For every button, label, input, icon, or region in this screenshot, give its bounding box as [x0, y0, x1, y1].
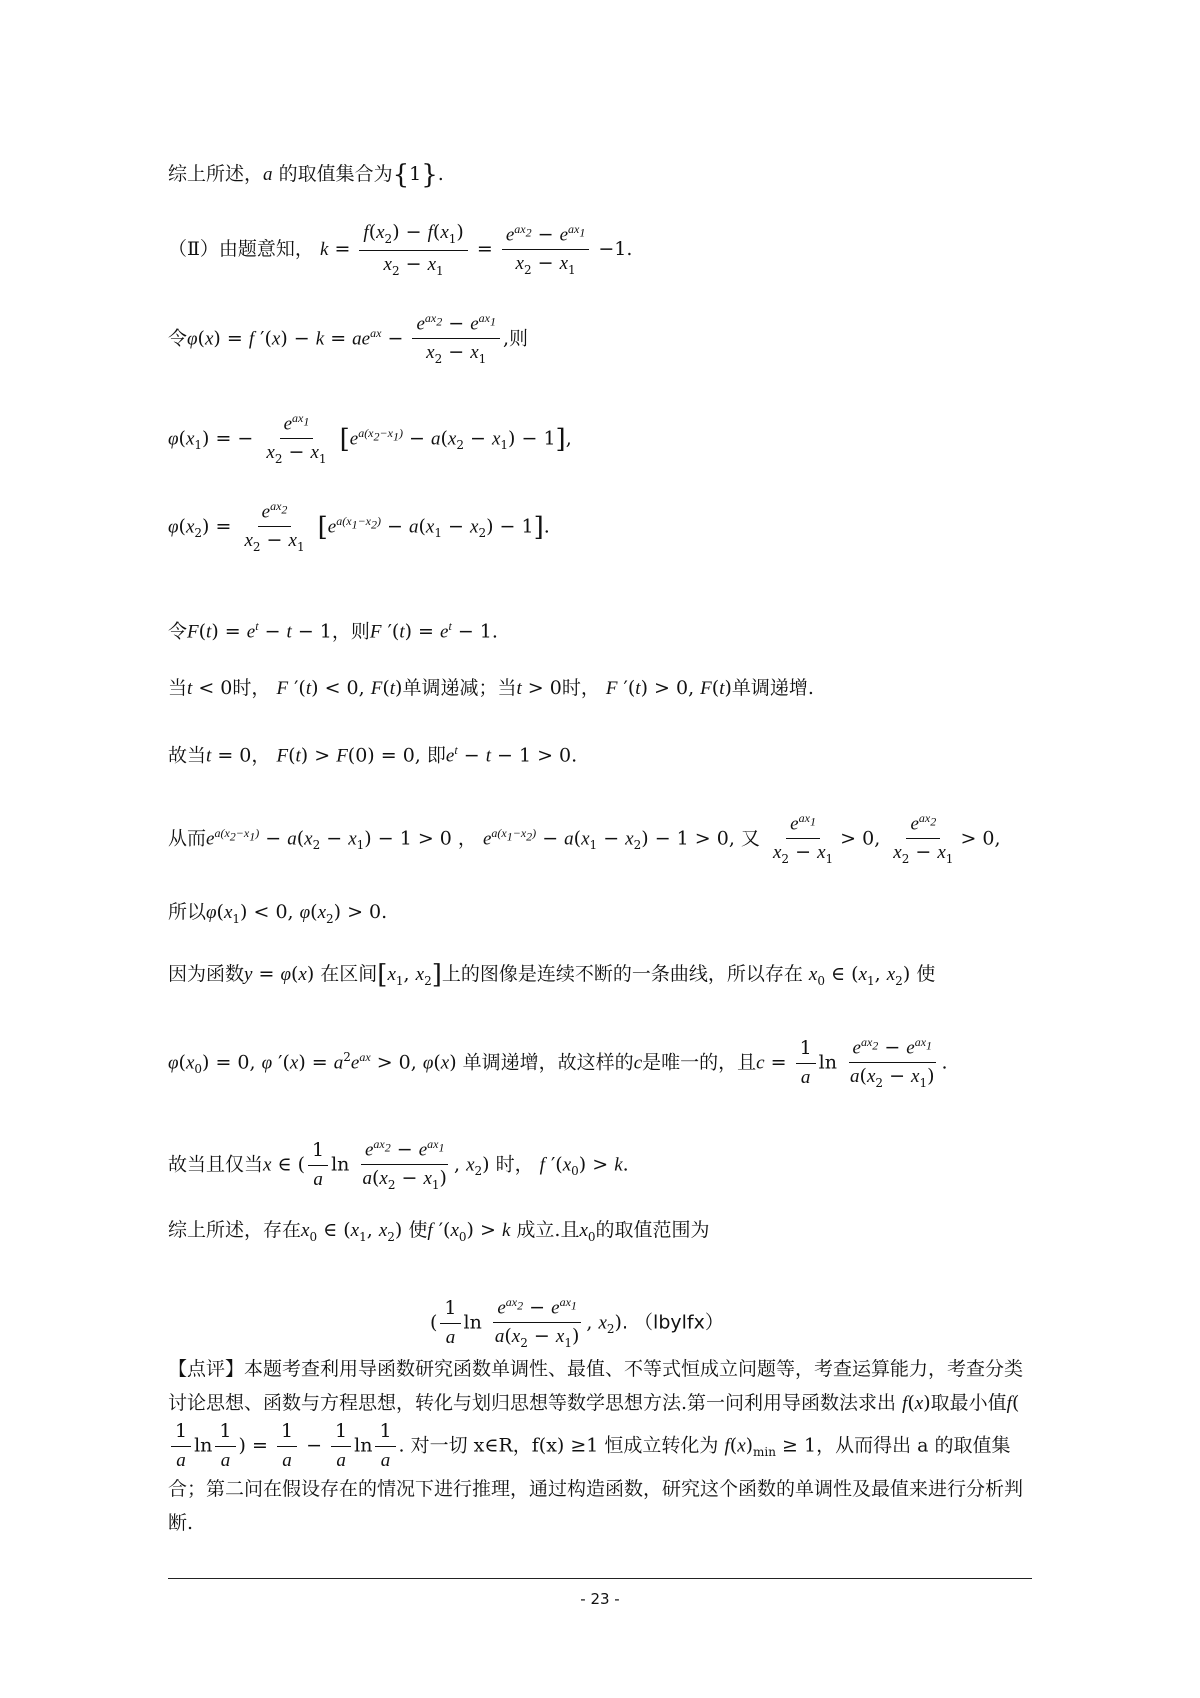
- text: 即: [426, 744, 446, 767]
- fraction: $\frac{1}{a}$: [277, 1421, 297, 1472]
- line-conclusion-1: 综上所述，a 的取值集合为{1}.: [168, 160, 444, 190]
- line-therefore: 从而$e^{a(x_2-x_1)} - a(x_2 - x_1) - 1 > 0$ ， $e^{a(x_1-x_2)} - a(x_1 - x_2) - 1 > 0$, 又 $\frac{e^{ax_1}}{x_2 - x_1}$ > 0, $\frac{e^{ax_2}}{x_2 - x_1}$ > 0,: [168, 811, 1001, 866]
- text: . （lbylfx）: [621, 1311, 724, 1334]
- line-monotonic: 当t < 0时， F ′(t) < 0, F(t)单调递减；当t > 0时， F ′(t) > 0, F(t)单调递增.: [168, 677, 814, 699]
- text: 因为函数: [168, 963, 245, 985]
- text: 又: [740, 827, 760, 850]
- text: 时，: [232, 677, 271, 699]
- text: 使: [408, 1219, 428, 1241]
- fraction: $\frac{e^{ax_2} - e^{ax_1}}{a(x_2 - x_1)}$: [362, 1137, 447, 1192]
- text: 令: [168, 327, 188, 350]
- text: 时，: [561, 677, 600, 699]
- text: ，: [251, 744, 271, 767]
- text: 的取值范围为: [595, 1219, 710, 1241]
- line-phi-def: 令φ(x) = f $'(x) - k = ae^{ax}$ − $\frac{e^{ax_2} - e^{ax_1}}{x_2 - x_1}$ ,则: [168, 311, 529, 366]
- text: 所以: [168, 901, 207, 923]
- text: 从而: [168, 827, 207, 850]
- fraction: $\frac{1}{a}$: [331, 1421, 351, 1472]
- line-F-def: 令$F(t) = e^t - t - 1$，则F $'(t) = e^t - 1$.: [168, 619, 498, 643]
- fraction: $\frac{e^{ax_2} - e^{ax_1}}{a(x_2 - x_1)}$: [850, 1035, 935, 1090]
- line-slope: （Ⅱ）由题意知， k = $\frac{f(x_2) - f(x_1)}{x_2 - x_1}$ = $\frac{e^{ax_2} - e^{ax_1}}{x_2 - x_1}$ −1.: [168, 221, 633, 278]
- text: （Ⅱ）由题意知，: [168, 238, 314, 261]
- line-iff: 故当且仅当x ∈ ( $\frac{1}{a}$ ln $\frac{e^{ax_2} - e^{ax_1}}{a(x_2 - x_1)}$ , $x_2$) 时， f $'(x_0) > k$.: [168, 1137, 629, 1192]
- line-so: 所以$\varphi(x_1) < 0$, $\varphi(x_2) > 0$.: [168, 901, 388, 926]
- text: 使: [916, 963, 936, 985]
- fraction: $\frac{1}{a}$: [171, 1421, 191, 1472]
- fraction: $\frac{f(x_2) - f(x_1)}{x_2 - x_1}$: [359, 222, 467, 278]
- text: 在区间: [320, 963, 378, 985]
- fraction: $\frac{1}{a}$: [375, 1421, 395, 1472]
- fraction: $\frac{1}{a}$: [796, 1038, 816, 1089]
- review-tag: 【点评】: [168, 1358, 245, 1380]
- fraction: $\frac{e^{ax_2}}{x_2 - x_1}$: [893, 811, 954, 866]
- line-phi-x1: $\varphi(x_1)$ = − $\frac{e^{ax_1}}{x_2 - x_1}$ $[e^{a(x_2-x_1)} - a(x_2 - x_1) - 1]$,: [168, 411, 572, 466]
- line-range: ( $\frac{1}{a}$ ln $\frac{e^{ax_2} - e^{ax_1}}{a(x_2 - x_1)}$ , $x_2$). （lbylfx）: [430, 1295, 724, 1350]
- fraction: $\frac{e^{ax_2} - e^{ax_1}}{a(x_2 - x_1)}$: [494, 1295, 580, 1350]
- review-paragraph: 【点评】本题考查利用导函数研究函数单调性、最值、不等式恒成立问题等，考查运算能力，考查分类讨论思想、函数与方程思想，转化与划归思想等数学思想方法.第一问利用导函数法求出 f(x)取最小值f( $\frac{1}{a}$ ln $\frac{1}{a}$ ) = $\frac{1}{a}$ − $\frac{1}{a}$ ln $\frac{1}{a}$ . 对一切 x∈R，f(x) ≥1 恒成立转化为 $f(x)_{min} \ge 1$，从而得出 a 的取值集合；第二问在假设存在的情况下进行推理，通过构造函数，研究这个函数的单调性及最值来进行分析判断.: [168, 1358, 1024, 1534]
- fraction: $\frac{e^{ax_2}}{x_2 - x_1}$: [244, 499, 305, 554]
- text: 本题考查利用导函数研究函数单调性、最值、不等式恒成立问题等，考查运算能力，考查分类讨论思想、函数与方程思想，转化与划归思想等数学思想方法.第一问利用导函数法求出: [168, 1358, 1024, 1414]
- text: 从而得出 a 的取值集合；第二问在假设存在的情况下进行推理，通过构造函数，研究这个函数的单调性及最值来进行分析判断.: [168, 1434, 1024, 1534]
- fraction: $\frac{e^{ax_2} - e^{ax_1}}{x_2 - x_1}$: [412, 312, 500, 367]
- text: 取最小值: [930, 1392, 1007, 1414]
- text: 上的图像是连续不断的一条曲线，所以存在: [441, 963, 803, 985]
- text: ，则: [331, 620, 370, 643]
- line-unique-c: $\varphi(x_0) = 0$, φ $'(x) = a^2e^{ax} > 0$, φ(x) 单调递增，故这样的c是唯一的，且c = $\frac{1}{a}$ ln $\frac{e^{ax_2} - e^{ax_1}}{a(x_2 - x_1)}$ .: [168, 1035, 948, 1090]
- text: 成立.且: [516, 1219, 580, 1241]
- text: 综上所述，: [168, 163, 264, 185]
- text: 令: [168, 620, 188, 643]
- text: 时，: [495, 1153, 534, 1176]
- line-conclusion-2: 综上所述，存在$x_0$ ∈ ($x_1$, $x_2$) 使f $'(x_0) > k$ 成立.且$x_0$的取值范围为: [168, 1219, 710, 1244]
- line-continuity: 因为函数y = φ(x) 在区间[$x_1$, $x_2$]上的图像是连续不断的一条曲线，所以存在 $x_0$ ∈ ($x_1$, $x_2$) 使: [168, 960, 936, 990]
- fraction: $\frac{e^{ax_1}}{x_2 - x_1}$: [266, 411, 327, 466]
- text: 单调递减；当: [402, 677, 517, 699]
- line-F-min: 故当t = 0， F(t) > F(0) = 0, 即$e^t - t - 1 > 0$.: [168, 743, 578, 767]
- text: 综上所述，存在: [168, 1219, 302, 1241]
- text: 故当: [168, 744, 207, 767]
- footer-divider: [168, 1578, 1032, 1579]
- text: 故当且仅当: [168, 1153, 264, 1176]
- text: 的取值集合为: [278, 163, 393, 185]
- text: 对一切 x∈R，f(x) ≥1 恒成立转化为: [410, 1434, 719, 1457]
- text: 单调递增，故这样的: [462, 1051, 634, 1074]
- text: ,则: [502, 327, 529, 350]
- fraction: $\frac{1}{a}$: [215, 1421, 235, 1472]
- line-phi-x2: $\varphi(x_2)$ = $\frac{e^{ax_2}}{x_2 - x_1}$ $[e^{a(x_1-x_2)} - a(x_1 - x_2) - 1]$.: [168, 499, 550, 554]
- page-number: - 23 -: [580, 1590, 620, 1608]
- text: 当: [168, 677, 188, 699]
- text: 是唯一的，且: [642, 1051, 757, 1074]
- fraction: $\frac{e^{ax_2} - e^{ax_1}}{x_2 - x_1}$: [502, 223, 590, 278]
- text: 单调递增.: [731, 677, 814, 699]
- fraction: $\frac{1}{a}$: [308, 1140, 328, 1191]
- fraction: $\frac{e^{ax_1}}{x_2 - x_1}$: [772, 811, 834, 866]
- fraction: $\frac{1}{a}$: [440, 1298, 460, 1349]
